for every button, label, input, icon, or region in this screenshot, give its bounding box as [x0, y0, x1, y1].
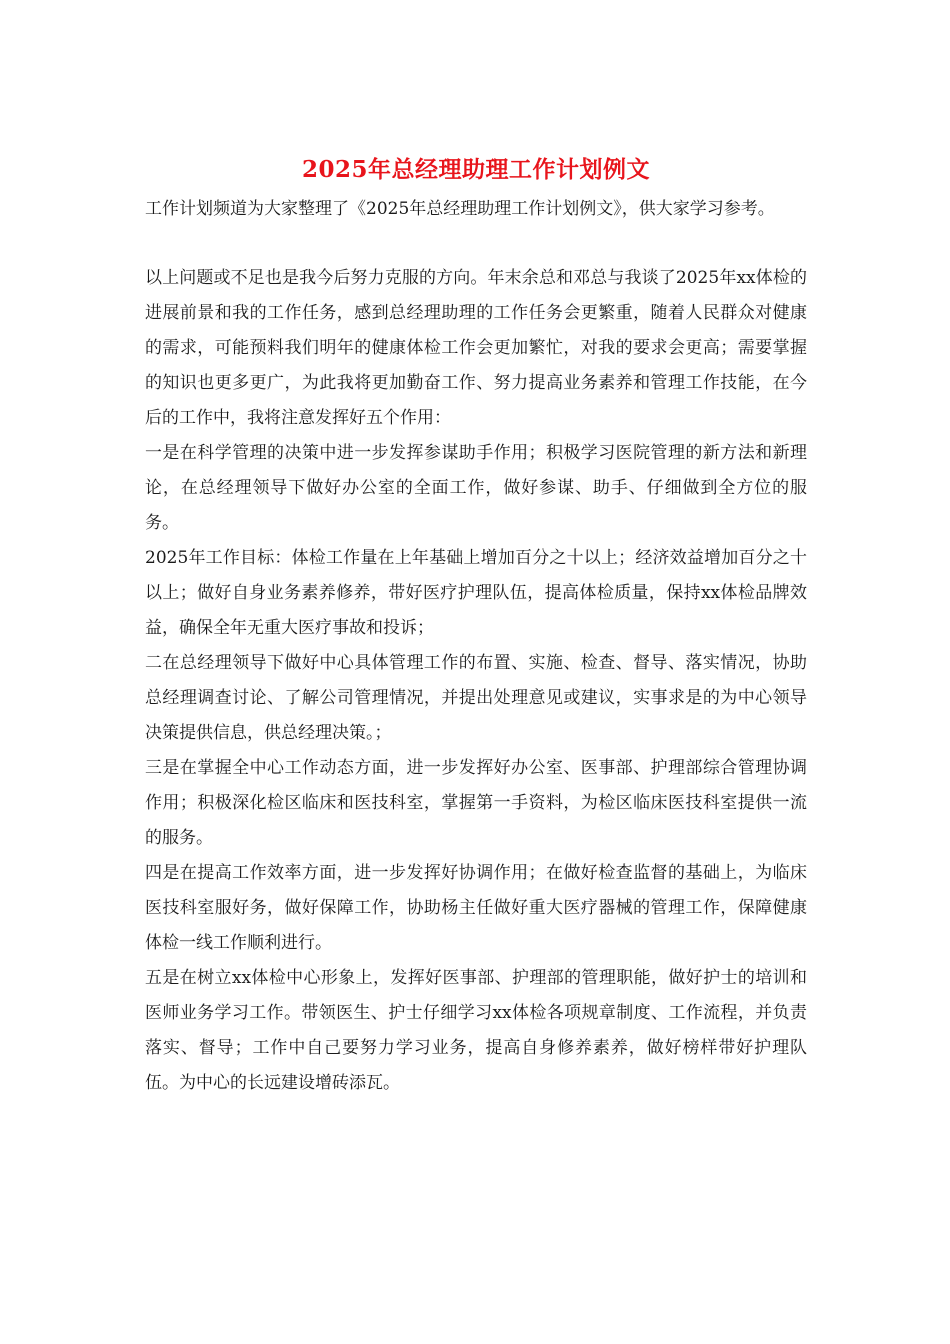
document-title: 2025年总经理助理工作计划例文 [301, 156, 650, 183]
paragraph-role-five: 五是在树立xx体检中心形象上，发挥好医事部、护理部的管理职能，做好护士的培训和医师业务学习工作。带领医生、护士仔细学习xx体检各项规章制度、工作流程，并负责落实、督导；工作中自己要努力学习业务，提高自身修养素养，做好榜样带好护理队伍。为中心的长远建设增砖添瓦。 [145, 968, 807, 1093]
paragraph-goals: 2025年工作目标：体检工作量在上年基础上增加百分之十以上；经济效益增加百分之十以上；做好自身业务素养修养，带好医疗护理队伍，提高体检质量，保持xx体检品牌效益，确保全年无重大医疗事故和投诉； [145, 548, 807, 638]
paragraph-role-four: 四是在提高工作效率方面，进一步发挥好协调作用；在做好检查监督的基础上，为临床医技科室服好务，做好保障工作，协助杨主任做好重大医疗器械的管理工作，保障健康体检一线工作顺利进行。 [145, 863, 807, 953]
paragraph-summary: 以上问题或不足也是我今后努力克服的方向。年末余总和邓总与我谈了2025年xx体检的进展前景和我的工作任务，感到总经理助理的工作任务会更繁重，随着人民群众对健康的需求，可能预料我们明年的健康体检工作会更加繁忙，对我的要求会更高；需要掌握的知识也更多更广，为此我将更加勤奋工作、努力提高业务素养和管理工作技能，在今后的工作中，我将注意发挥好五个作用： [145, 268, 807, 428]
paragraph-role-three: 三是在掌握全中心工作动态方面，进一步发挥好办公室、医事部、护理部综合管理协调作用；积极深化检区临床和医技科室，掌握第一手资料，为检区临床医技科室提供一流的服务。 [145, 758, 807, 848]
paragraph-role-two: 二在总经理领导下做好中心具体管理工作的布置、实施、检查、督导、落实情况，协助总经理调查讨论、了解公司管理情况，并提出处理意见或建议，实事求是的为中心领导决策提供信息，供总经理决策。； [145, 653, 807, 743]
document-page [145, 150, 807, 1101]
paragraph-intro: 工作计划频道为大家整理了《2025年总经理助理工作计划例文》，供大家学习参考。 [145, 199, 775, 219]
paragraph-role-one: 一是在科学管理的决策中进一步发挥参谋助手作用；积极学习医院管理的新方法和新理论，在总经理领导下做好办公室的全面工作，做好参谋、助手、仔细做到全方位的服务。 [145, 443, 807, 533]
